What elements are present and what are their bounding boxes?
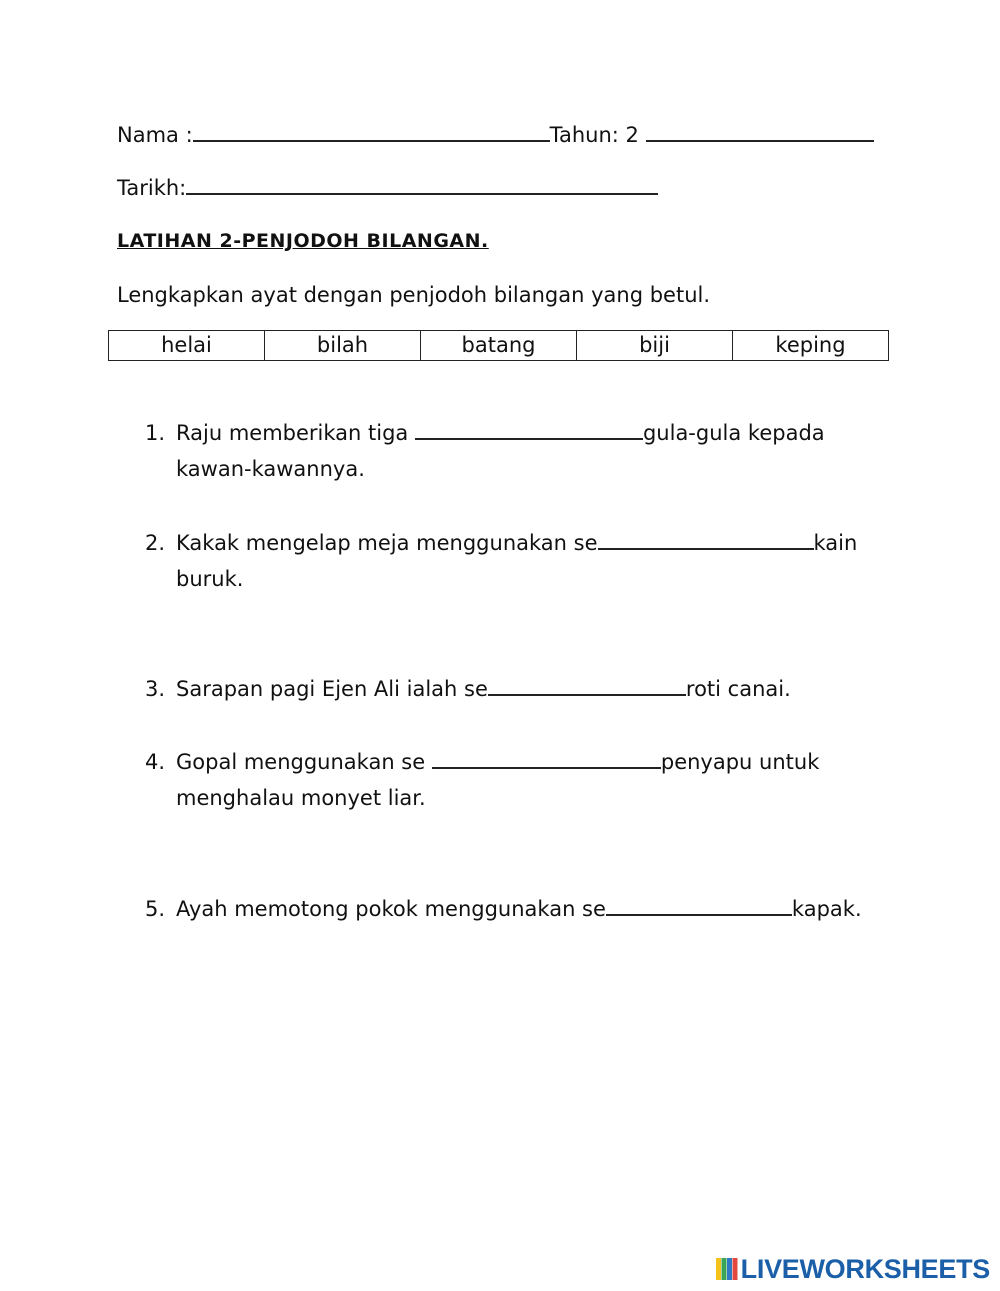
- word-bank-cell: helai: [109, 331, 265, 361]
- tarikh-field[interactable]: [186, 173, 658, 195]
- question-body: [176, 525, 865, 597]
- question-text-after: kapak.: [791, 897, 862, 921]
- question-1: [145, 415, 865, 487]
- logo-tile-1: [716, 1258, 721, 1280]
- name-year-line: [117, 120, 874, 149]
- question-text-before: Ayah memotong pokok menggunakan se: [176, 897, 606, 921]
- question-text-after: penyapu untuk: [660, 750, 820, 774]
- tahun-label: Tahun: 2: [549, 123, 639, 147]
- question-5: [145, 891, 865, 927]
- question-3: [145, 671, 865, 707]
- nama-field[interactable]: [193, 120, 550, 142]
- question-text-after: gula-gula kepada: [642, 421, 825, 445]
- question-number: 5.: [145, 897, 166, 921]
- question-number: 3.: [145, 677, 166, 701]
- question-2: [145, 525, 865, 597]
- word-bank-cell: bilah: [265, 331, 421, 361]
- question-text-after: roti canai.: [685, 677, 791, 701]
- answer-blank-5[interactable]: [606, 894, 792, 916]
- answer-blank-4[interactable]: [432, 747, 661, 769]
- question-body: [176, 671, 865, 707]
- worksheet-title: LATIHAN 2-PENJODOH BILANGAN.: [117, 230, 489, 252]
- question-text-before: Kakak mengelap meja menggunakan se: [176, 531, 598, 555]
- question-number: 2.: [145, 531, 166, 555]
- word-bank-table: [108, 330, 889, 361]
- word-bank-row: [109, 331, 889, 361]
- word-bank-cell: biji: [577, 331, 733, 361]
- question-text-before: Sarapan pagi Ejen Ali ialah se: [176, 677, 488, 701]
- tarikh-label: Tarikh:: [117, 176, 187, 200]
- question-text-after: kain: [813, 531, 858, 555]
- question-body: [176, 744, 865, 816]
- question-4: [145, 744, 865, 816]
- answer-blank-3[interactable]: [488, 674, 686, 696]
- logo-tile-3: [727, 1258, 732, 1280]
- instruction-text: Lengkapkan ayat dengan penjodoh bilangan yang betul.: [117, 283, 711, 307]
- question-text-line2: buruk.: [176, 567, 244, 591]
- question-text-before: Gopal menggunakan se: [176, 750, 432, 774]
- nama-label: Nama :: [117, 123, 193, 147]
- liveworksheets-logo: [716, 1254, 990, 1284]
- answer-blank-2[interactable]: [598, 528, 814, 550]
- question-body: [176, 891, 865, 927]
- liveworksheets-tiles-icon: [716, 1258, 738, 1280]
- question-number: 1.: [145, 421, 166, 445]
- question-text-line2: menghalau monyet liar.: [176, 786, 426, 810]
- logo-tile-2: [721, 1258, 726, 1280]
- word-bank-cell: keping: [733, 331, 889, 361]
- tahun-field[interactable]: [646, 120, 874, 142]
- question-text-line2: kawan-kawannya.: [176, 457, 365, 481]
- question-text-before: Raju memberikan tiga: [176, 421, 415, 445]
- question-number: 4.: [145, 750, 166, 774]
- answer-blank-1[interactable]: [415, 418, 643, 440]
- logo-tile-4: [732, 1258, 737, 1280]
- logo-text: LIVEWORKSHEETS: [740, 1253, 990, 1284]
- question-body: [176, 415, 865, 487]
- date-line: [117, 173, 658, 202]
- word-bank-cell: batang: [421, 331, 577, 361]
